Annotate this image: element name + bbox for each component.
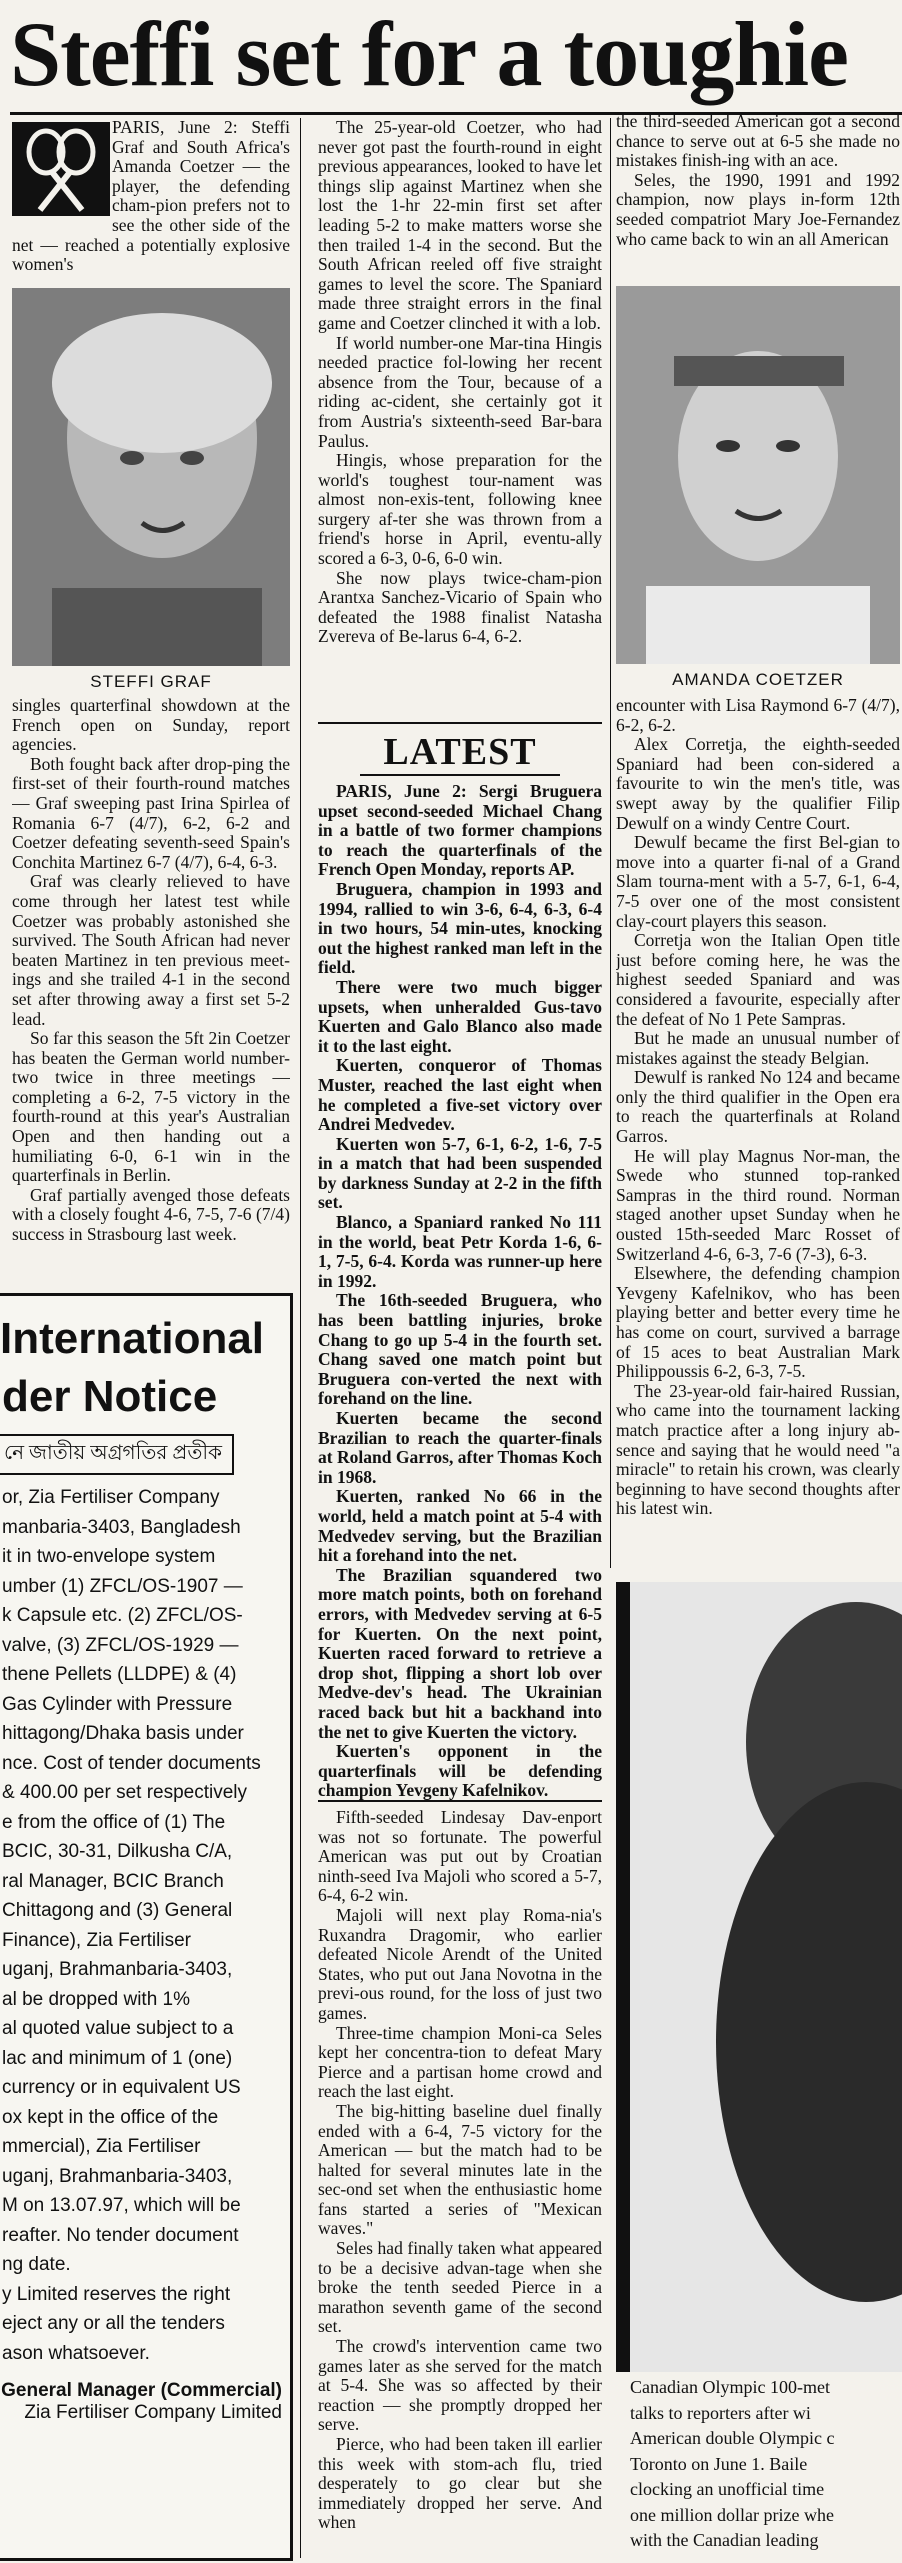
caption-line: Canadian Olympic 100-met [630,2377,830,2397]
col1-intro [12,118,290,282]
ad-line: al quoted value subject to a [2,2018,234,2039]
latest-body [318,782,602,1857]
latest-para: Kuerten's opponent in the quarterfinals will be defending champion Yevgeny Kafelnikov. [318,1741,602,1801]
col3-para: But he made an unusual number of mistakes against the steady Belgian. [616,1028,900,1068]
ad-line: ral Manager, BCIC Branch [2,1870,224,1892]
ad-bangla-tagline: নে জাতীয় অগ্রগতির প্রতীক [0,1434,234,1475]
ad-line: currency or in equivalent US [2,2077,241,2098]
ad-title-line1: International [0,1314,265,1363]
ad-line: uganj, Brahmanbaria-3403, [2,1959,233,1980]
ad-line: ng date. [2,2254,71,2275]
latest-para: Kuerten won 5-7, 6-1, 6-2, 1-6, 7-5 in a match that had been suspended by darkness Sunday at 2-2 in the fifth set. [318,1133,602,1213]
col3-para: Dewulf became the first Bel-gian to move into a quarter fi-nal of a Grand Slam tourna-ment with a 5-7, 6-1, 6-4, 7-5 over one of the most consistent clay-court players this season. [616,832,900,931]
ad-line: umber (1) ZFCL/OS-1907 — [2,1575,243,1597]
col2-para: If world number-one Mar-tina Hingis needed practice fol-lowing her recent absence from the Tour, because of a riding ac-cident, she certainly got it from Austria's sixteenth-seed Bar-bara Paulus. [318,332,602,451]
sprinter-photo [616,1582,902,2372]
col3-para: Seles, the 1990, 1991 and 1992 champion, now plays in-form 12th seeded compatriot Mary Joe-Fernandez who came back to win an all American [616,169,900,249]
ad-line: it in two-envelope system [2,1546,216,1567]
caption-line: with the Canadian leading [630,2530,819,2550]
caption-line: American double Olympic c [630,2428,835,2448]
caption-line: clocking an unofficial time [630,2479,825,2499]
ad-body [0,1483,290,2368]
col2-para: She now plays twice-cham-pion Arantxa Sanchez-Vicario of Spain who defeated the 1988 finalist Natasha Zvereva of Be-larus 6-4, 6-2. [318,567,602,647]
caption-line: one million dollar prize whe [630,2504,834,2525]
tender-notice-ad [0,1293,293,2561]
ad-signature-org: Zia Fertiliser Company Limited [24,2402,282,2423]
caption-line: talks to reporters after wi [630,2402,811,2423]
col3-para: He will play Magnus Nor-man, the Swede who stunned top-ranked Sampras in the third round. Norman staged another upset Sunday when he ousted 15th-seeded Marc Rosset of Switzerland 4-6, 6-3, 7-6 (7-3), 6-3. [616,1145,900,1264]
latest-box-bottom-rule [318,1800,602,1802]
col3-para: Dewulf is ranked No 124 and became only the third qualifier in the Open era to reach the quarterfinals at Roland Garros. [616,1067,900,1147]
ad-line: thene Pellets (LLDPE) & (4) [2,1664,237,1685]
ad-line: mmercial), Zia Fertiliser [2,2136,201,2157]
latest-para: There were two much bigger upsets, when unheralded Gus-tavo Kuerten and Galo Blanco also made it to the last eight. [318,976,602,1056]
column-divider [610,118,611,1568]
col2-top [318,118,602,718]
col2-para: Three-time champion Moni-ca Seles kept her concentra-tion to defeat Mary Pierce and a partisan home crowd and reach the last eight. [318,2022,602,2102]
ad-line: valve, (3) ZFCL/OS-1929 — [2,1634,239,1656]
steffi-graf-photo [12,288,290,666]
col3-para: The 23-year-old fair-haired Russian, who came into the tournament lacking match practice after a long injury ab-sence and saying that he would need "a miracle" to retain his crown, was clearly beginning to have second thoughts after his latest win. [616,1380,900,1519]
col3-para: Corretja won the Italian Open title just before coming here, he was the highest seeded Spaniard and was considered a favourite, especially after the defeat of No 1 Pete Sampras. [616,930,900,1029]
col1-para: Graf partially avenged those defeats with a closely fought 4-6, 7-5, 7-6 (7/4) success in Strasbourg last week. [12,1184,290,1245]
col2-para: Pierce, who had been taken ill earlier this week with stom-ach flu, tried desperately to go clear but she immediately dropped her serve. And when [318,2434,602,2533]
latest-box-top-rule [318,722,602,724]
latest-para: Kuerten became the second Brazilian to reach the quarter-finals at Roland Garros, after Thomas Koch in 1968. [318,1408,602,1487]
ad-line: Finance), Zia Fertiliser [2,1929,191,1951]
col3-para: the third-seeded American got a second chance to serve out at 6-5 she made no mistakes finish-ing with an ace. [616,112,900,171]
latest-para: Blanco, a Spaniard ranked No 111 in the world, beat Petr Korda 1-6, 6-1, 7-5, 6-4. Korda was runner-up here in 1992. [318,1212,602,1291]
ad-line: & 400.00 per set respectively [2,1782,248,1803]
col3-para: encounter with Lisa Raymond 6-7 (4/7), 6-2, 6-2. [616,696,900,735]
col2-para: The big-hitting baseline duel finally ended with a 6-4, 7-5 victory for the American — but the match had to be halted for several minutes late in the sec-ond set when the enthusiastic home fans started a series of "Mexican waves." [318,2100,602,2239]
col2-para: The crowd's intervention came two games later as she served for the match at 5-4. She was so affected by their reaction — she promptly dropped her serve. [318,2336,602,2435]
ad-line: manbaria-3403, Bangladesh [2,1516,241,1538]
col3-top [616,112,900,284]
ad-line: Gas Cylinder with Pressure [2,1693,233,1715]
amanda-coetzer-caption: AMANDA COETZER [672,670,844,689]
ad-line: y Limited reserves the right [2,2283,231,2305]
ad-signature-title: General Manager (Commercial) [1,2380,282,2401]
col2-para: Hingis, whose preparation for the world's toughest tour-nament was almost non-exis-tent, following knee surgery af-ter she was thrown from a friend's horse in April, eventu-ally scored a 6-3, 0-6, 6-0 win. [318,450,602,569]
col2-para: Majoli will next play Roma-nia's Ruxandra Dragomir, who earlier defeated Nicole Arendt of the United States, who put out Jana Novotna in the previ-ous round, for the loss of just two games. [318,1904,602,2023]
col1-para: singles quarterfinal showdown at the French open on Sunday, report agencies. [12,696,290,755]
latest-title: LATEST [383,731,537,773]
col1-para: Both fought back after drop-ping the first-set of their fourth-round matches — Graf sweeping past Irina Spirlea of Romania 6-7 (4/7), 6-2, 6-2 and Coetzer defeating seventh-seed Spain's Conchita Martinez 6-7 (4/7), 6-4, 6-3. [12,753,290,872]
steffi-graf-caption: STEFFI GRAF [90,672,212,691]
latest-para: The 16th-seeded Bruguera, who has been battling injuries, broke Chang to go up 5-4 in the fourth set. Chang saved one match point but Bruguera con-verted the next with forehand on the line. [318,1290,602,1409]
ad-line: reafter. No tender document [2,2224,239,2246]
ad-line: uganj, Brahmanbaria-3403, [2,2165,233,2187]
latest-para: The Brazilian squandered two more match points, both on forehand errors, with Medvedev serving at 6-5 for Kuerten. On the next point, Kuerten raced forward to retrieve a drop shot, flipping a short lob over Medve-dev's head. The Ukrainian raced back but hit a backhand into the net to give Kuerten the victory. [318,1564,602,1742]
col2-para: Seles had finally taken what appeared to be a decisive advan-tage when she broke the tenth seeded Pierce in a marathon seventh game of the second set. [318,2238,602,2337]
ad-line: Chittagong and (3) General [2,1900,233,1921]
latest-title-rule [360,774,560,776]
caption-line: Toronto on June 1. Baile [630,2453,808,2474]
ad-line: or, Zia Fertiliser Company [2,1487,220,1508]
col1-para: Graf was clearly relieved to have come through her latest test while Coetzer was probably astonished she survived. The South African had never beaten Martinez in ten previous meet-ings and she trailed 4-1 in the second set after throwing away a first set 5-2 lead. [12,871,290,1029]
ad-line: nce. Cost of tender documents [2,1752,261,1774]
sprinter-caption [630,2375,902,2560]
col2-bottom [318,1808,602,2558]
col1-para: So far this season the 5ft 2in Coetzer has beaten the German world number-two twice in three meetings — completing a 6-2, 7-5 victory in the fourth-round at this year's Australian Open and then handing out a humiliating 6-0, 6-1 win in the quarterfinals in Berlin. [12,1028,290,1186]
latest-para: PARIS, June 2: Sergi Bruguera upset second-seeded Michael Chang in a battle of two former champions to reach the quarterfinals of the French Open Monday, reports AP. [318,782,602,880]
ad-line: k Capsule etc. (2) ZFCL/OS- [2,1605,243,1626]
col2-para: Fifth-seeded Lindesay Dav-enport was not so fortunate. The powerful American was put out by Croatian ninth-seed Iva Majoli who scored a 5-7, 6-4, 6-2 win. [318,1808,602,1906]
col1-intro-text: PARIS, June 2: Steffi Graf and South Africa's Amanda Coetzer — the player, the defending cham-pion prefers not to see the other side of the net — reached a potentially explosive women's [12,118,290,275]
ad-title-line2: der Notice [2,1372,218,1421]
ad-line: lac and minimum of 1 (one) [2,2047,233,2069]
ad-line: hittagong/Dhaka basis under [2,1723,244,1744]
latest-para: Kuerten, conqueror of Thomas Muster, reached the last eight when he completed a five-set victory over Andrei Medvedev. [318,1055,602,1135]
headline: Steffi set for a toughie [10,3,848,105]
col2-para: The 25-year-old Coetzer, who had never got past the fourth-round in eight previous appearances, looked to have let things slip against Martinez when she lost the 1-hr 22-min first set after leading 5-2 to make matters worse she then trailed 1-4 in the second. But the South African reeled off five straight games to level the score. The Spaniard made three straight errors in the final game and Coetzer clinched it with a lob. [318,118,602,333]
ad-line: e from the office of (1) The [2,1811,226,1833]
ad-line: al be dropped with 1% [2,1988,191,2010]
col3-para: Alex Corretja, the eighth-seeded Spaniard had been con-sidered a favourite to win the men's title, was swept away by the qualifier Filip Dewulf on a windy Centre Court. [616,734,900,833]
col3-body [616,696,900,1576]
ad-line: BCIC, 30-31, Dilkusha C/A, [2,1841,233,1862]
latest-para: Bruguera, champion in 1993 and 1994, rallied to win 3-6, 6-4, 6-3, 6-4 in two hours, 54 min-utes, knocking out the highest ranked man left in the field. [318,878,602,978]
latest-para: Kuerten, ranked No 66 in the world, held a match point at 5-4 with Medvedev serving, but the Brazilian hit a forehand into the net. [318,1486,602,1566]
column-divider [300,118,301,2558]
ad-line: ason whatsoever. [2,2342,150,2364]
col1-body [12,696,290,1274]
ad-line: eject any or all the tenders [2,2313,225,2334]
col3-para: Elsewhere, the defending champion Yevgeny Kafelnikov, who has been playing better and better every time he has come on court, survived a barrage of 15 aces to beat Australian Mark Philippoussis 6-2, 6-3, 7-5. [616,1263,900,1382]
amanda-coetzer-photo [616,286,900,664]
ad-line: M on 13.07.97, which will be [2,2195,241,2216]
ad-line: ox kept in the office of the [2,2106,219,2128]
